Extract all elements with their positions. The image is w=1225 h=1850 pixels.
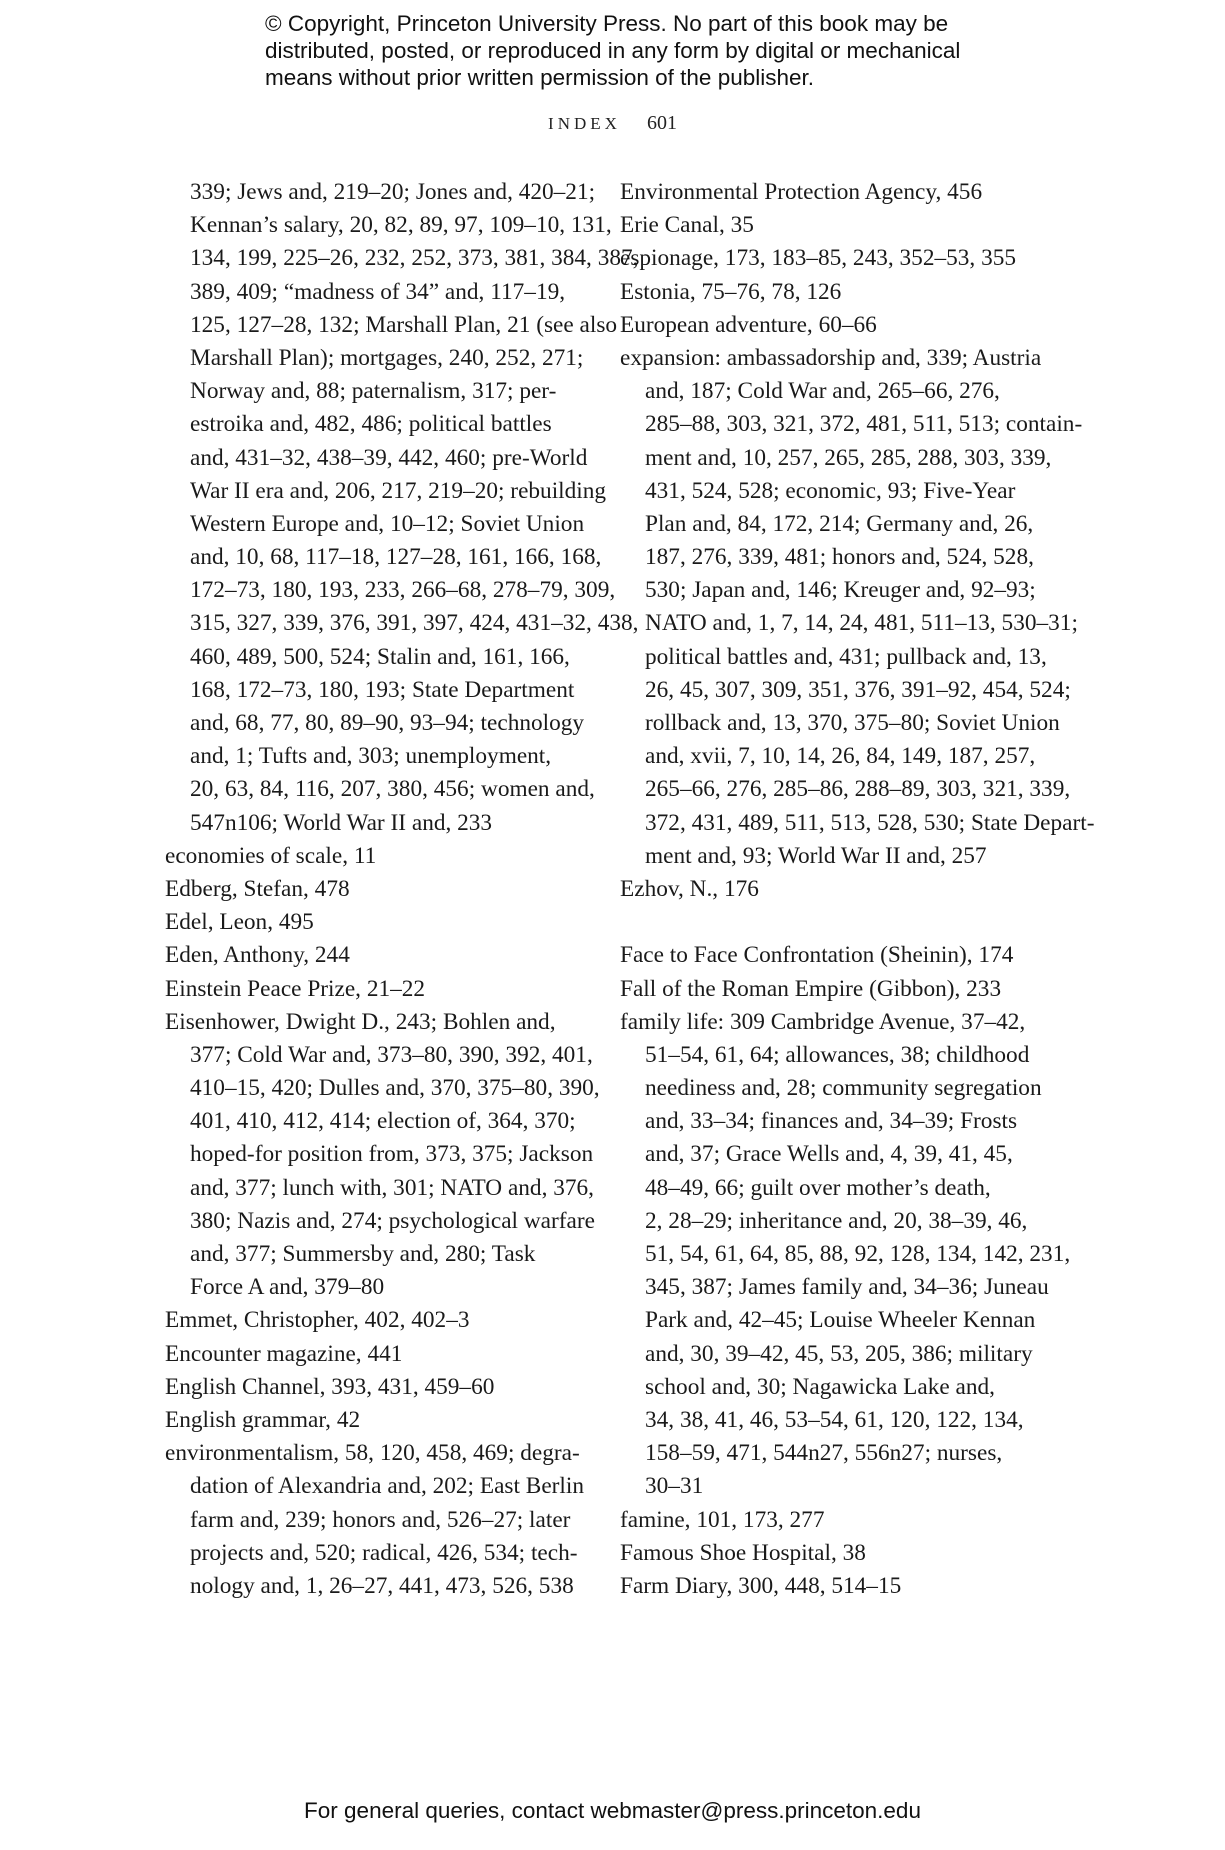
index-line: 431, 524, 528; economic, 93; Five-Year [645,477,1016,504]
index-line: 401, 410, 412, 414; election of, 364, 370; [190,1108,576,1135]
index-line: Eisenhower, Dwight D., 243; Bohlen and, [165,1008,556,1035]
index-line: and, 377; lunch with, 301; NATO and, 376, [190,1174,594,1201]
index-line: 26, 45, 307, 309, 351, 376, 391–92, 454, 524; [645,676,1071,703]
index-line: Marshall Plan); mortgages, 240, 252, 271; [190,344,584,371]
index-line: 389, 409; “madness of 34” and, 117–19, [190,278,566,305]
index-line: and, xvii, 7, 10, 14, 26, 84, 149, 187, 257, [645,743,1036,770]
index-line: and, 187; Cold War and, 265–66, 276, [645,378,1000,405]
index-line: Plan and, 84, 172, 214; Germany and, 26, [645,510,1034,537]
index-line: Famous Shoe Hospital, 38 [620,1539,866,1566]
index-line: 345, 387; James family and, 34–36; Juneau [645,1274,1049,1301]
index-line: Ezhov, N., 176 [620,875,759,902]
footer-contact: For general queries, contact webmaster@press.princeton.edu [304,1798,921,1823]
index-line: school and, 30; Nagawicka Lake and, [645,1373,995,1400]
index-line: ment and, 93; World War II and, 257 [645,842,987,869]
index-line: 530; Japan and, 146; Kreuger and, 92–93; [645,577,1036,604]
index-line: and, 68, 77, 80, 89–90, 93–94; technology [190,710,585,736]
index-line: 372, 431, 489, 511, 513, 528, 530; State Depart- [645,809,1095,836]
index-line: nology and, 1, 26–27, 441, 473, 526, 538 [190,1572,574,1599]
index-line: 51, 54, 61, 64, 85, 88, 92, 128, 134, 142, 231, [645,1241,1071,1267]
index-line: economies of scale, 11 [165,842,377,869]
index-line: 20, 63, 84, 116, 207, 380, 456; women and, [190,776,595,803]
index-line: NATO and, 1, 7, 14, 24, 481, 511–13, 530–31; [645,610,1078,637]
index-line: family life: 309 Cambridge Avenue, 37–42, [620,1008,1026,1035]
index-line: and, 37; Grace Wells and, 4, 39, 41, 45, [645,1141,1013,1168]
index-line: 265–66, 276, 285–86, 288–89, 303, 321, 339, [645,776,1071,803]
index-line: 134, 199, 225–26, 232, 252, 373, 381, 384, 387, [190,245,639,272]
index-line: and, 431–32, 438–39, 442, 460; pre-World [190,444,588,471]
index-line: 460, 489, 500, 524; Stalin and, 161, 166, [190,643,570,670]
copyright-line-2: distributed, posted, or reproduced in any form by digital or mechanical [265,38,961,63]
index-line: 315, 327, 339, 376, 391, 397, 424, 431–32, 438, [190,610,639,637]
index-line: Estonia, 75–76, 78, 126 [620,278,842,305]
index-line: rollback and, 13, 370, 375–80; Soviet Union [645,710,1060,736]
index-line: hoped-for position from, 373, 375; Jackson [190,1141,594,1168]
index-line: Norway and, 88; paternalism, 317; per- [190,378,557,405]
index-line: Face to Face Confrontation (Sheinin), 174 [620,942,1014,969]
index-line: Kennan’s salary, 20, 82, 89, 97, 109–10, 131, [190,212,612,239]
index-line: dation of Alexandria and, 202; East Berlin [190,1473,585,1500]
running-head [0,112,1225,135]
index-column-right [620,176,1095,1603]
index-line: 339; Jews and, 219–20; Jones and, 420–21; [190,179,596,205]
index-line: Farm Diary, 300, 448, 514–15 [620,1572,902,1599]
index-line: Erie Canal, 35 [620,212,754,239]
running-head-label: INDEX [548,114,621,133]
index-line: English grammar, 42 [165,1406,361,1433]
index-line: and, 1; Tufts and, 303; unemployment, [190,743,552,770]
index-line: English Channel, 393, 431, 459–60 [165,1373,495,1400]
index-line: Eden, Anthony, 244 [165,942,350,969]
index-line: 48–49, 66; guilt over mother’s death, [645,1174,991,1201]
index-line: 377; Cold War and, 373–80, 390, 392, 401, [190,1041,593,1068]
index-line: Park and, 42–45; Louise Wheeler Kennan [645,1307,1036,1334]
index-line: neediness and, 28; community segregation [645,1075,1042,1102]
index-line: 125, 127–28, 132; Marshall Plan, 21 (see also [190,311,618,338]
index-line: political battles and, 431; pullback and, 13, [645,643,1047,670]
index-line: Force A and, 379–80 [190,1274,385,1301]
index-line [620,906,1060,939]
index-line: 168, 172–73, 180, 193; State Department [190,676,575,703]
index-line: and, 30, 39–42, 45, 53, 205, 386; military [645,1340,1033,1367]
index-line: famine, 101, 173, 277 [620,1506,825,1533]
index-line: 172–73, 180, 193, 233, 266–68, 278–79, 309, [190,577,616,604]
index-line: ment and, 10, 257, 265, 285, 288, 303, 339, [645,444,1052,471]
index-line: environmentalism, 58, 120, 458, 469; degra- [165,1440,580,1467]
index-line: and, 377; Summersby and, 280; Task [190,1241,536,1267]
index-line: 380; Nazis and, 274; psychological warfare [190,1207,595,1234]
index-line: 547n106; World War II and, 233 [190,809,493,836]
index-line: espionage, 173, 183–85, 243, 352–53, 355 [620,245,1017,272]
index-line: Fall of the Roman Empire (Gibbon), 233 [620,975,1002,1002]
index-line: 2, 28–29; inheritance and, 20, 38–39, 46, [645,1207,1028,1234]
index-line: European adventure, 60–66 [620,311,877,338]
page-number: 601 [646,112,677,134]
index-line: expansion: ambassadorship and, 339; Austria [620,344,1042,371]
index-line: 158–59, 471, 544n27, 556n27; nurses, [645,1440,1003,1467]
index-line: farm and, 239; honors and, 526–27; later [190,1506,571,1533]
index-line: 410–15, 420; Dulles and, 370, 375–80, 390, [190,1075,600,1102]
index-line: Encounter magazine, 441 [165,1340,403,1367]
index-line: estroika and, 482, 486; political battles [190,411,552,438]
copyright-notice [265,10,1025,91]
index-line: and, 10, 68, 117–18, 127–28, 161, 166, 168, [190,544,602,571]
index-line: 285–88, 303, 321, 372, 481, 511, 513; contain- [645,411,1083,438]
copyright-line-3: means without prior written permission of the publisher. [265,65,815,90]
index-line: Western Europe and, 10–12; Soviet Union [190,510,585,537]
index-line: Environmental Protection Agency, 456 [620,179,983,205]
index-line: and, 33–34; finances and, 34–39; Frosts [645,1108,1018,1135]
index-line: Emmet, Christopher, 402, 402–3 [165,1307,470,1334]
index-line: Edberg, Stefan, 478 [165,875,350,902]
index-line: Edel, Leon, 495 [165,909,314,936]
index-column-left [165,176,639,1603]
index-line: projects and, 520; radical, 426, 534; tech- [190,1539,578,1566]
index-line: 30–31 [645,1473,704,1500]
index-line: 187, 276, 339, 481; honors and, 524, 528, [645,544,1034,571]
index-line: Einstein Peace Prize, 21–22 [165,975,426,1002]
index-line: 34, 38, 41, 46, 53–54, 61, 120, 122, 134, [645,1406,1024,1433]
index-line: 51–54, 61, 64; allowances, 38; childhood [645,1041,1030,1068]
copyright-line-1: © Copyright, Princeton University Press. No part of this book may be [265,11,949,36]
index-line: War II era and, 206, 217, 219–20; rebuilding [190,477,607,504]
